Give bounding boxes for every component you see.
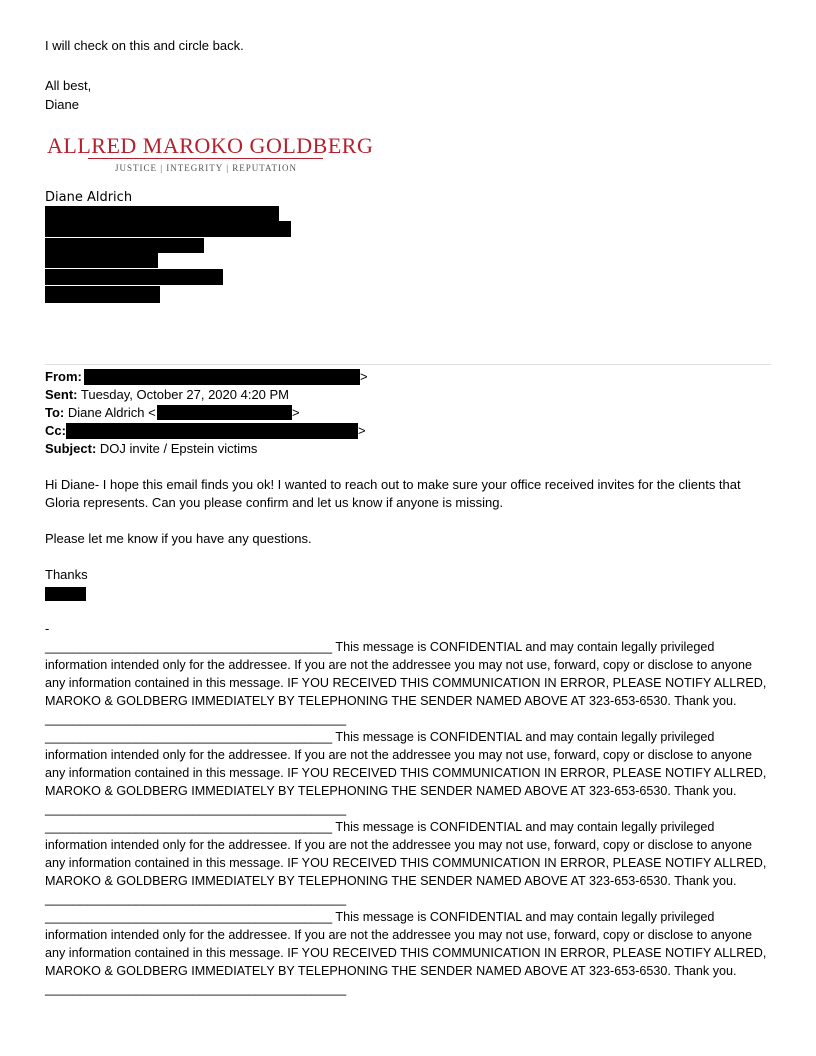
cc-tail: > — [358, 423, 366, 438]
thanks-line: Thanks — [45, 567, 88, 582]
closing-line: All best, — [45, 78, 92, 93]
cc-row — [45, 422, 66, 440]
from-row — [45, 368, 82, 386]
sent-label: Sent: — [45, 387, 78, 402]
confidentiality-notice: _________________________________________ This message is CONFIDENTIAL and may contain legally privileged information intended only for the addressee. If you are not the addressee you may not use, forward, copy or disclose to anyone any information contained in this message. IF YOU RECEIVED THIS COMMUNICATION IN ERROR, PLEASE NOTIFY ALLRED, MAROKO & GOLDBERG IMMEDIATELY BY TELEPHONING THE SENDER NAMED ABOVE AT 323-653-6530. Thank you. ___________________________________________ — [45, 730, 767, 816]
to-tail: > — [292, 405, 300, 420]
sent-row — [45, 386, 289, 404]
body-paragraph: Hi Diane- I hope this email finds you ok! I wanted to reach out to make sure your office received invites for the clients that Gloria represents. Can you please confirm and let us know if anyone is missing. — [45, 477, 741, 510]
redaction-block — [157, 405, 292, 420]
redaction-block — [84, 369, 360, 385]
dash-line: - — [45, 621, 50, 636]
logo-divider — [88, 158, 323, 159]
redaction-block — [66, 423, 358, 439]
subject-value: DOJ invite / Epstein victims — [99, 441, 258, 456]
from-tail: > — [360, 369, 368, 384]
sender-first-name: Diane — [45, 97, 79, 112]
confidentiality-notice: _________________________________________ This message is CONFIDENTIAL and may contain legally privileged information intended only for the addressee. If you are not the addressee you may not use, forward, copy or disclose to anyone any information contained in this message. IF YOU RECEIVED THIS COMMUNICATION IN ERROR, PLEASE NOTIFY ALLRED, MAROKO & GOLDBERG IMMEDIATELY BY TELEPHONING THE SENDER NAMED ABOVE AT 323-653-6530. Thank you. ___________________________________________ — [45, 820, 767, 906]
confidentiality-notice: _________________________________________ This message is CONFIDENTIAL and may contain legally privileged information intended only for the addressee. If you are not the addressee you may not use, forward, copy or disclose to anyone any information contained in this message. IF YOU RECEIVED THIS COMMUNICATION IN ERROR, PLEASE NOTIFY ALLRED, MAROKO & GOLDBERG IMMEDIATELY BY TELEPHONING THE SENDER NAMED ABOVE AT 323-653-6530. Thank you. ___________________________________________ — [45, 910, 767, 996]
confidentiality-notice: _________________________________________ This message is CONFIDENTIAL and may contain legally privileged information intended only for the addressee. If you are not the addressee you may not use, forward, copy or disclose to anyone any information contained in this message. IF YOU RECEIVED THIS COMMUNICATION IN ERROR, PLEASE NOTIFY ALLRED, MAROKO & GOLDBERG IMMEDIATELY BY TELEPHONING THE SENDER NAMED ABOVE AT 323-653-6530. Thank you. ___________________________________________ — [45, 640, 767, 726]
to-row — [45, 404, 156, 422]
redaction-block — [45, 587, 86, 601]
email-separator — [45, 364, 771, 365]
to-label: To: — [45, 405, 65, 420]
firm-logo-name: ALLRED MAROKO GOLDBERG — [47, 133, 374, 158]
redaction-block — [45, 206, 279, 221]
redaction-block — [45, 269, 223, 285]
redaction-block — [45, 238, 204, 253]
cc-label: Cc: — [45, 423, 66, 438]
subject-label: Subject: — [45, 441, 97, 456]
redaction-block — [45, 253, 158, 268]
firm-logo-tagline: JUSTICE | INTEGRITY | REPUTATION — [115, 163, 298, 173]
intro-line: I will check on this and circle back. — [45, 38, 244, 53]
sent-value: Tuesday, October 27, 2020 4:20 PM — [80, 387, 290, 402]
body-paragraph: Please let me know if you have any questions. — [45, 531, 312, 546]
from-label: From: — [45, 369, 82, 384]
signature-name: Diane Aldrich — [45, 190, 133, 205]
redaction-block — [45, 286, 160, 303]
to-value: Diane Aldrich < — [67, 405, 156, 420]
subject-row — [45, 440, 257, 458]
redaction-block — [45, 221, 291, 237]
